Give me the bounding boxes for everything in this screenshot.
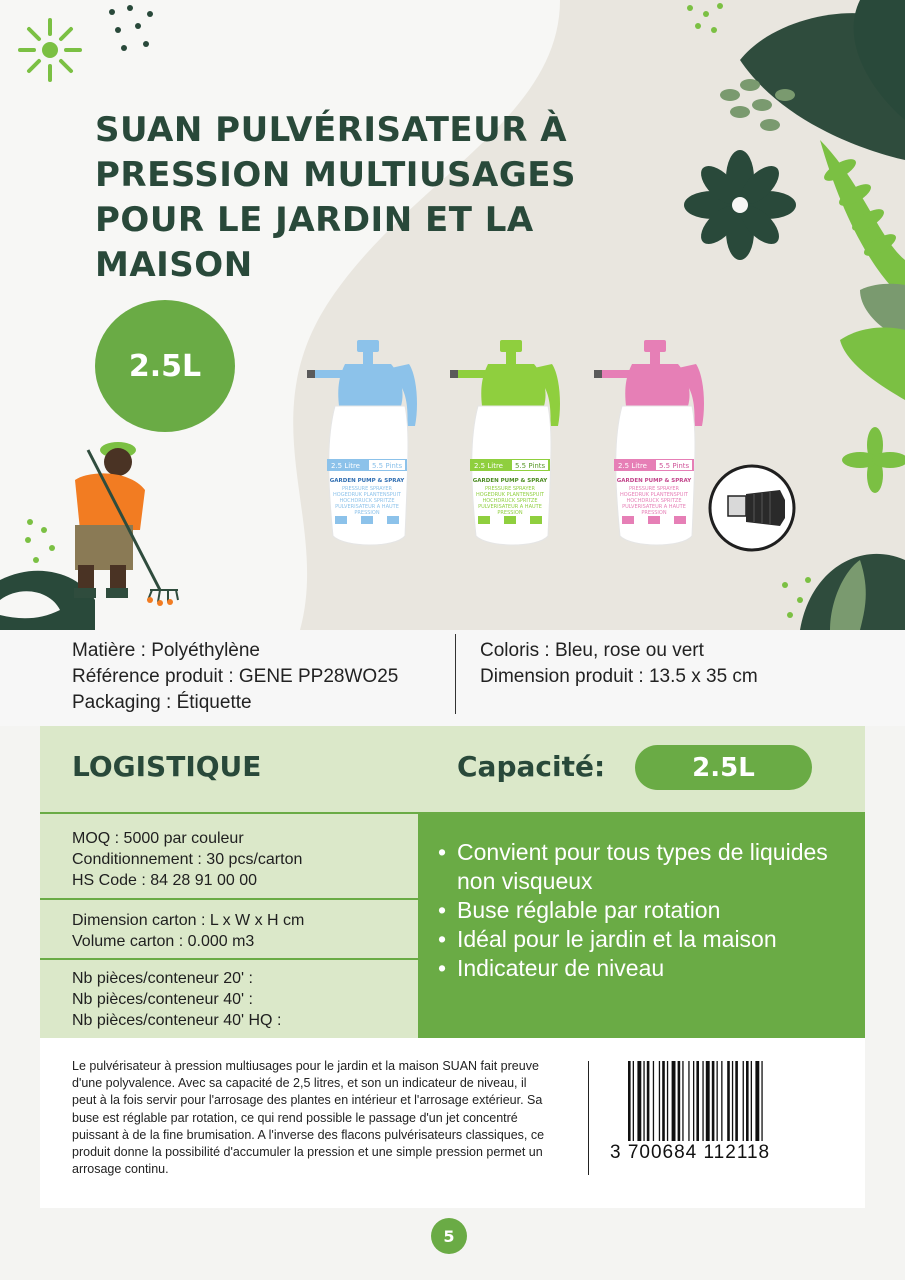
page-number: 5 xyxy=(431,1218,467,1254)
logistics-group-carton xyxy=(72,910,304,952)
bottle-label-size-liters: 2.5 Litre xyxy=(618,462,647,470)
bottle-label-line: PULVERISATEUR A HAUTE xyxy=(622,504,686,510)
logistics-title: LOGISTIQUE xyxy=(72,750,262,783)
bottle-label-brand: GARDEN PUMP & SPRAY xyxy=(616,478,692,484)
page-title: SUAN PULVÉRISATEUR À PRESSION MULTIUSAGES POUR LE JARDIN ET LA MAISON xyxy=(95,110,576,285)
bottle-blue xyxy=(305,336,430,556)
capacity-label: Capacité: xyxy=(457,750,606,783)
logistics-separator xyxy=(40,898,418,900)
specs-right xyxy=(480,638,758,690)
bottle-label-size-liters: 2.5 Litre xyxy=(331,462,360,470)
bottle-label-line: HOGEDRUK PLANTENSPUIT xyxy=(620,492,688,498)
sun-icon xyxy=(20,20,80,80)
bottle-label-brand: GARDEN PUMP & SPRAY xyxy=(329,478,405,484)
product-specs xyxy=(0,630,905,726)
bottle-label-brand: GARDEN PUMP & SPRAY xyxy=(472,478,548,484)
carton-volume: Volume carton : 0.000 m3 xyxy=(72,933,255,950)
bottle-pink xyxy=(592,336,717,556)
barcode-divider xyxy=(588,1061,589,1175)
bottle-label-line: PULVERISATEUR A HAUTE xyxy=(478,504,542,510)
specs-left xyxy=(72,638,398,716)
container-40: Nb pièces/conteneur 40' : xyxy=(72,991,253,1008)
spec-packaging: Packaging : Étiquette xyxy=(72,692,252,713)
bottle-green xyxy=(448,336,573,556)
logistics-panel xyxy=(40,726,865,1038)
capacity-badge: 2.5L xyxy=(95,300,235,432)
spec-reference: Référence produit : GENE PP28WO25 xyxy=(72,666,399,687)
bottle-label-line: PRESSION xyxy=(497,510,523,516)
bottle-label-line: HOGEDRUK PLANTENSPUIT xyxy=(476,492,544,498)
product-description: Le pulvérisateur à pression multiusages pour le jardin et la maison SUAN fait preuve d'une polyvalence. Avec sa capacité de 2,5 litres, et son un indicateur de niveau, il peut à la fois servir pour l'arrosage des plantes en intérieur et l'arrosage extérieur. Sa buse est réglable par rotation, ce qui rend possible le passage d'un jet concentré puissant à de la fine brumisation. A l'inverse des flacons pulvérisateurs classiques, ce produit donne la possibilité d'accumuler la pression et une simple pression permet un arrosage continu. xyxy=(72,1059,545,1177)
logistics-group-order xyxy=(72,828,302,891)
carton-dimension: Dimension carton : L x W x H cm xyxy=(72,912,305,929)
bottle-label-size-liters: 2.5 Litre xyxy=(474,462,503,470)
spec-colors: Coloris : Bleu, rose ou vert xyxy=(480,640,704,661)
features-list xyxy=(438,838,865,983)
bottle-label-line: PRESSURE SPRAYER xyxy=(341,486,393,492)
bottle-label-line: PULVERISATEUR A HAUTE xyxy=(335,504,399,510)
bottle-label-line: PRESSION xyxy=(354,510,380,516)
bottle-label-size-pints: 5.5 Pints xyxy=(372,462,403,470)
bottle-label-size-pints: 5.5 Pints xyxy=(515,462,546,470)
gardener-illustration xyxy=(74,442,178,606)
feature-item: • Convient pour tous types de liquides non visqueux xyxy=(438,838,865,896)
barcode-digits: 3 700684 112118 xyxy=(610,1142,771,1163)
logistics-separator xyxy=(40,958,418,960)
logistics-group-container xyxy=(72,968,281,1031)
spec-material: Matière : Polyéthylène xyxy=(72,640,260,661)
hs-code: HS Code : 84 28 91 00 00 xyxy=(72,872,258,889)
bottle-label-line: HOCHDRUCK SPRITZE xyxy=(339,498,395,504)
container-40hq: Nb pièces/conteneur 40' HQ : xyxy=(72,1012,282,1029)
spec-dimension: Dimension produit : 13.5 x 35 cm xyxy=(480,666,758,687)
bottle-label-line: PRESSION xyxy=(641,510,667,516)
bottle-label-line: HOGEDRUK PLANTENSPUIT xyxy=(333,492,401,498)
bottle-label-line: PRESSURE SPRAYER xyxy=(484,486,536,492)
conditioning: Conditionnement : 30 pcs/carton xyxy=(72,851,303,868)
feature-item: • Buse réglable par rotation xyxy=(438,896,865,925)
feature-item: • Idéal pour le jardin et la maison xyxy=(438,925,865,954)
hero-section xyxy=(0,0,905,630)
specs-divider xyxy=(455,634,456,714)
capacity-pill: 2.5L xyxy=(635,745,812,790)
bottle-label-size-pints: 5.5 Pints xyxy=(659,462,690,470)
feature-item: • Indicateur de niveau xyxy=(438,954,865,983)
features-panel xyxy=(418,814,865,1038)
bottle-label-line: PRESSURE SPRAYER xyxy=(628,486,680,492)
bottle-label-line: HOCHDRUCK SPRITZE xyxy=(482,498,538,504)
product-bottles xyxy=(305,336,725,556)
bottle-label-line: HOCHDRUCK SPRITZE xyxy=(626,498,682,504)
container-20: Nb pièces/conteneur 20' : xyxy=(72,970,253,987)
moq: MOQ : 5000 par couleur xyxy=(72,830,244,847)
